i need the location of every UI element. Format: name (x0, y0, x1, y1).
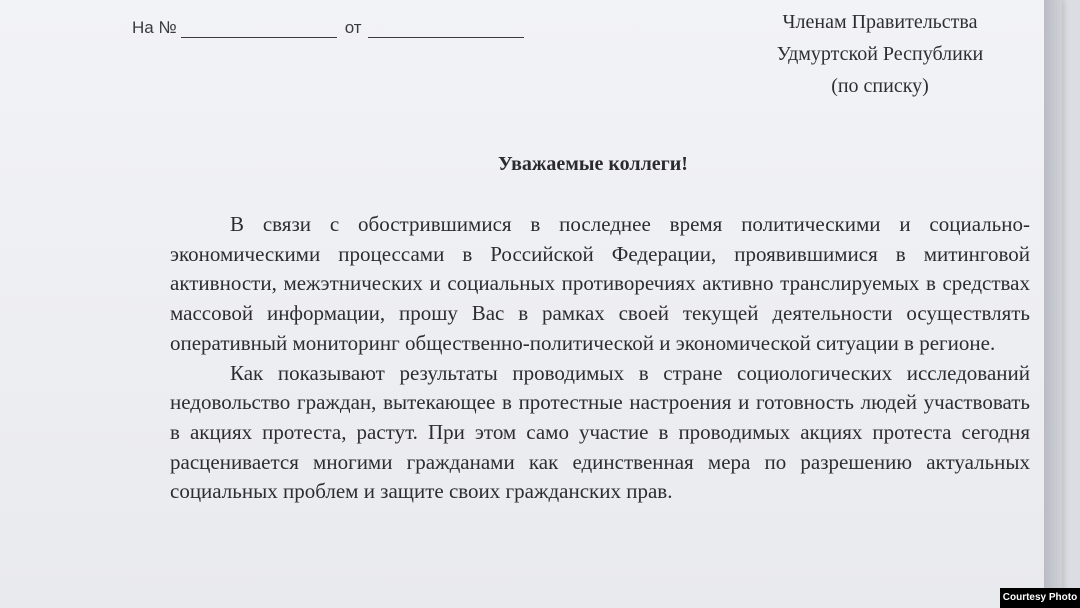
paragraph-1: В связи с обострившимися в последнее время политическими и социально-экономическими процессами в Российской Федерации, проявившимися в митинговой активности, межэтнических и социальных противоречиях активно транслируемых в средствах массовой информации, прошу Вас в рамках своей текущей деятельности осуществлять оперативный мониторинг общественно-политической и экономической ситуации в регионе. (170, 212, 1030, 355)
addressee-block (735, 6, 1025, 102)
addressee-line-1: Членам Правительства (782, 11, 978, 33)
paragraph-2: Как показывают результаты проводимых в стране социологических исследований недовольство граждан, вытекающее в протестные настроения и готовность людей участвовать в акциях протеста, растут. При этом само участие в проводимых акциях протеста сегодня расценивается многими гражданами как единственная мера по разрешению актуальных социальных проблем и защите своих гражданских прав. (170, 360, 1030, 504)
number-label: На № (132, 18, 177, 37)
addressee-line-3: (по списку) (831, 75, 929, 97)
letter-body (170, 210, 1030, 507)
date-blank (368, 19, 524, 38)
page-edge-shadow (1044, 0, 1062, 608)
addressee-line-2: Удмуртской Республики (776, 43, 984, 65)
number-blank (181, 19, 337, 38)
date-label: от (344, 18, 362, 37)
salutation: Уважаемые коллеги! (498, 153, 688, 175)
reference-line (132, 18, 524, 38)
photo-credit-badge: Courtesy Photo (1000, 588, 1080, 608)
